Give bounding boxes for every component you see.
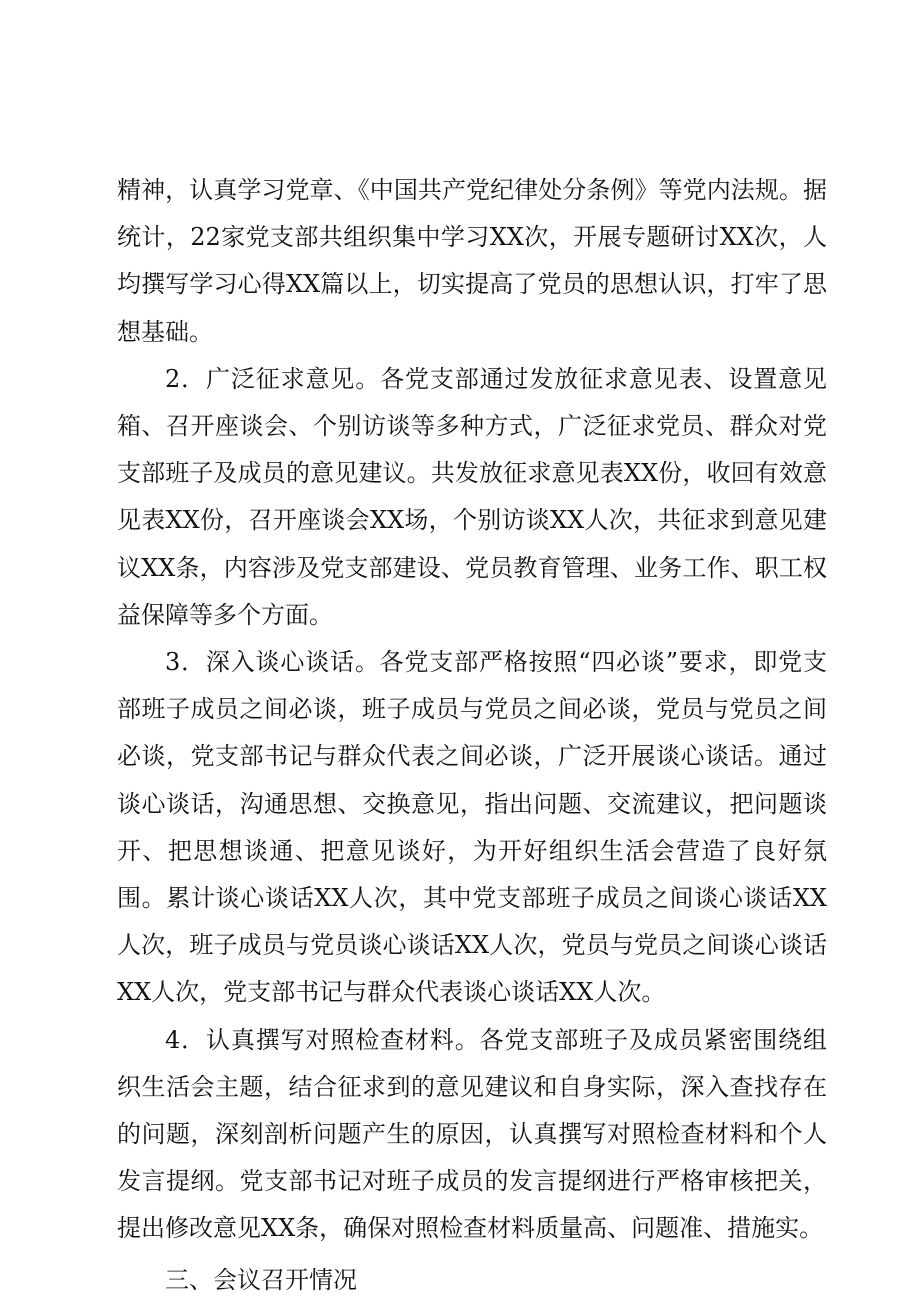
paragraph-continuation: 精神，认真学习党章、《中国共产党纪律处分条例》等党内法规。据统计，22家党支部共组织集中学习XX次，开展专题研讨XX次，人均撰写学习心得XX篇以上，切实提高了党员的思想认识，打牢了思想基础。	[117, 176, 827, 346]
paragraph-heart-to-heart-talks: 3．深入谈心谈话。各党支部严格按照“四必谈”要求，即党支部班子成员之间必谈，班子成员与党员之间必谈，党员与党员之间必谈，党支部书记与群众代表之间必谈，广泛开展谈心谈话。通过谈心谈话，沟通思想、交换意见，指出问题、交流建议，把问题谈开、把思想谈通、把意见谈好，为开好组织生活会营造了良好氛围。累计谈心谈话XX人次，其中党支部班子成员之间谈心谈话XX人次，班子成员与党员谈心谈话XX人次，党员与党员之间谈心谈话XX人次，党支部书记与群众代表谈心谈话XX人次。	[117, 648, 827, 1007]
section-heading: 三、会议召开情况	[165, 1265, 357, 1294]
document-body	[117, 167, 827, 1304]
paragraph-self-examination-materials: 4．认真撰写对照检查材料。各党支部班子及成员紧密围绕组织生活会主题，结合征求到的意见建议和自身实际，深入查找存在的问题，深刻剖析问题产生的原因，认真撰写对照检查材料和个人发言提纲。党支部书记对班子成员的发言提纲进行严格审核把关，提出修改意见XX条，确保对照检查材料质量高、问题准、措施实。	[117, 1025, 827, 1243]
paragraph-solicit-opinions: 2．广泛征求意见。各党支部通过发放征求意见表、设置意见箱、召开座谈会、个别访谈等多种方式，广泛征求党员、群众对党支部班子及成员的意见建议。共发放征求意见表XX份，收回有效意见表XX份，召开座谈会XX场，个别访谈XX人次，共征求到意见建议XX条，内容涉及党支部建设、党员教育管理、业务工作、职工权益保障等多个方面。	[117, 364, 827, 629]
